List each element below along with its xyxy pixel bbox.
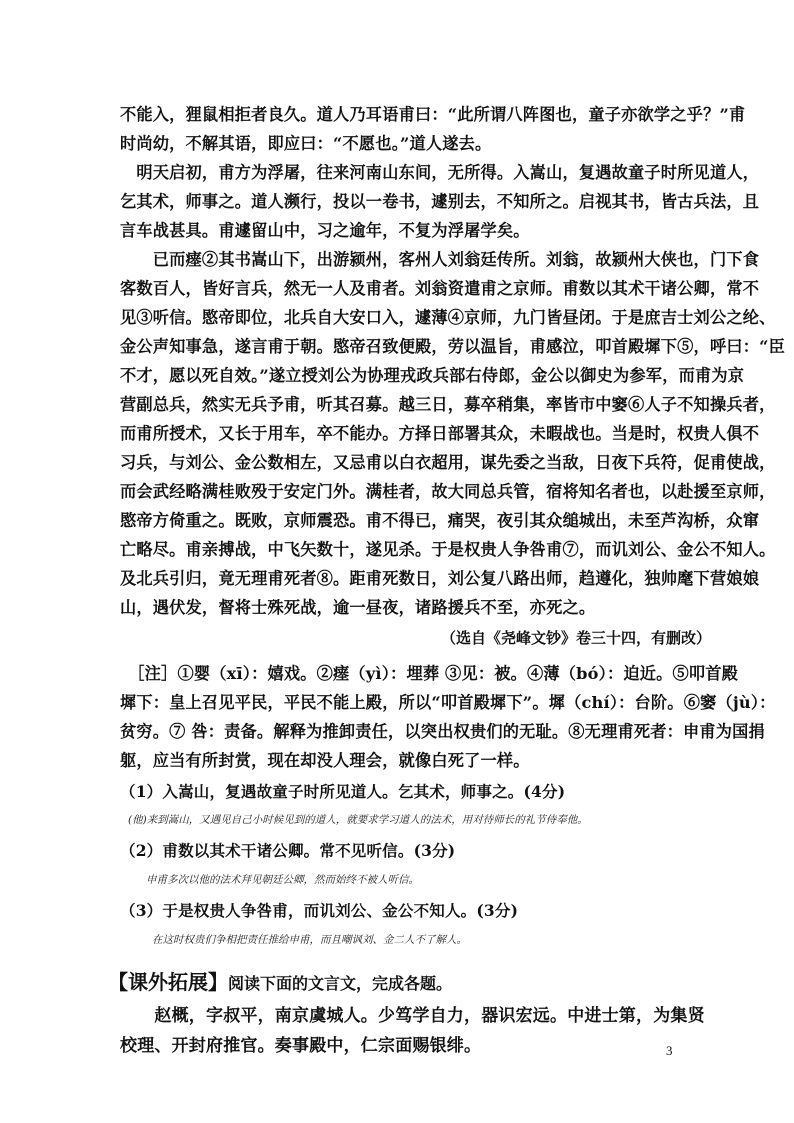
extension-heading-label: 【课外拓展】 [108, 970, 228, 994]
note-line: 躯，应当有所封赏，现在却没人理会，就像白死了一样。 [120, 751, 530, 770]
note-line: 贫穷。⑦ 咎：责备。解释为推卸责任，以突出权贵们的无耻。⑧无理甫死者：申甫为国捐 [120, 722, 765, 741]
extension-line: 赵概，字叔平，南京虞城人。少笃学自力，器识宏远。中进士第，为集贤 [120, 1006, 705, 1026]
passage-line: 习兵，与刘公、金公数相左，又忌甫以白衣超用，谋先委之当敌，日夜下兵符，促甫使战， [120, 453, 776, 472]
extension-heading [108, 966, 452, 995]
question-1: （1）入嵩山，复遇故童子时所见道人。乞其术，师事之。(4分) [120, 782, 566, 801]
passage-line: 见③听信。愍帝即位，北兵自大安口入，遽薄④京师，九门皆昼闭。于是庶吉士刘公之纶、 [120, 308, 776, 327]
passage-line: 愍帝方倚重之。既败，京师震恐。甫不得已，痛哭，夜引其众缒城出，未至芦沟桥，众窜 [120, 511, 760, 530]
extension-heading-prompt: 阅读下面的文言文，完成各题。 [228, 974, 453, 993]
passage-line: 言车战甚具。甫遽留山中，习之逾年，不复为浮屠学矣。 [120, 221, 530, 240]
passage-line: 及北兵引归，竟无理甫死者⑧。距甫死数日，刘公复八路出师，趋遵化，独帅麾下营娘娘 [120, 569, 760, 588]
passage-line: 时尚幼，不解其语，即应曰：“不愿也。”道人遂去。 [120, 134, 492, 153]
passage-line: 不才，愿以死自效。”遂立授刘公为协理戎政兵部右侍郎，金公以御史为参军，而甫为京 [120, 366, 745, 385]
passage-line: 不能入，狸鼠相拒者良久。道人乃耳语甫曰：“此所谓八阵图也，童子亦欲学之乎？”甫 [120, 105, 746, 124]
passage-line: 而甫所授术，又长于用车，卒不能办。方择日部署其众，未暇战也。当是时，权贵人俱不 [120, 424, 760, 443]
passage-line: 山，遇伏发，督将士殊死战，逾一昼夜，诸路援兵不至，亦死之。 [120, 598, 596, 617]
note-line: ［注］①婴（xī）：嬉戏。②瘗（yì）：埋葬 ③见：被。④薄（bó）：迫近。⑤叩首殿 [120, 664, 739, 683]
passage-line: 亡略尽。甫亲搏战，中飞矢数十，遂见杀。于是权贵人争咎甫⑦，而讥刘公、金公不知人。 [120, 540, 776, 559]
passage-line: 已而瘗②其书嵩山下，出游颍州，客州人刘翁廷传所。刘翁，故颍州大侠也，门下食 [120, 250, 760, 269]
answer-1: (他)来到嵩山，又遇见自己小时候见到的道人，就要求学习道人的法术，用对待师长的礼节侍奉他。 [128, 814, 588, 826]
answer-2: 申甫多次以他的法术拜见朝廷公卿，然而始终不被人听信。 [146, 874, 419, 886]
note-line: 墀下：皇上召见平民，平民不能上殿，所以“叩首殿墀下”。墀（chí）：台阶。⑥窭（jù）： [120, 693, 776, 712]
question-2: （2）甫数以其术干诸公卿。常不见听信。(3分) [120, 841, 456, 860]
passage-line: 明天启初，甫方为浮屠，往来河南山东间，无所得。入嵩山，复遇故童子时所见道人， [120, 163, 760, 182]
passage-line: 客数百人，皆好言兵，然无一人及甫者。刘翁资遣甫之京师。甫数以其术干诸公卿，常不 [120, 279, 760, 298]
extension-line: 校理、开封府推官。奏事殿中，仁宗面赐银绯。 [120, 1036, 482, 1056]
passage-line: 而会武经略满桂败殁于安定门外。满桂者，故大同总兵管，宿将知名者也，以赴援至京师， [120, 482, 776, 501]
question-3: （3）于是权贵人争咎甫，而讥刘公、金公不知人。(3分) [120, 901, 519, 920]
passage-line: 乞其术，师事之。道人濒行，投以一卷书，遽别去，不知所之。启视其书，皆古兵法，且 [120, 192, 760, 211]
page-number: 3 [666, 1043, 673, 1058]
passage-line: 营副总兵，然实无兵予甫，听其召募。越三日，募卒稍集，率皆市中窭⑥人子不知操兵者， [120, 395, 776, 414]
source-citation: （选自《尧峰文钞》卷三十四，有删改） [441, 629, 712, 647]
answer-3: 在这时权贵们争相把责任推给申甫，而且嘲讽刘、金二人不了解人。 [152, 934, 467, 946]
passage-line: 金公声知事急，遂言甫于朝。愍帝召致便殿，劳以温旨，甫感泣，叩首殿墀下⑤，呼曰：“臣 [120, 337, 786, 356]
